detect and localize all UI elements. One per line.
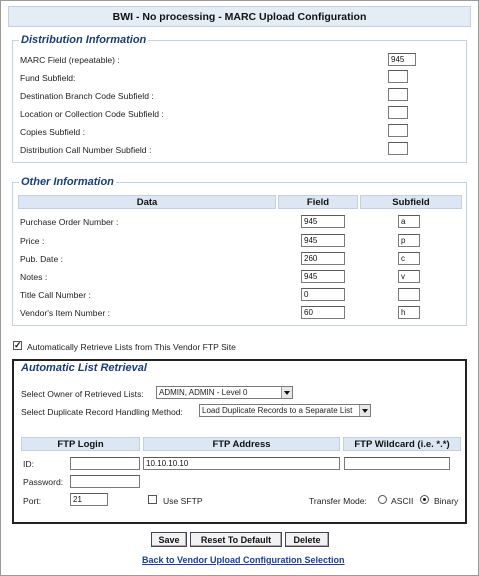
price-field-input[interactable]: 945 xyxy=(301,234,345,247)
transfer-mode-binary-label: Binary xyxy=(434,496,459,506)
owner-label: Select Owner of Retrieved Lists: xyxy=(21,389,144,399)
title-call-number-field-input[interactable]: 0 xyxy=(301,288,345,301)
ftp-login-header: FTP Login xyxy=(21,437,140,451)
back-to-vendor-link[interactable]: Back to Vendor Upload Configuration Selection xyxy=(142,555,345,565)
ftp-port-input[interactable]: 21 xyxy=(70,493,108,506)
pub-date-label: Pub. Date : xyxy=(20,254,63,264)
chevron-down-icon xyxy=(281,387,292,398)
location-code-input[interactable] xyxy=(388,106,408,119)
page-title: BWI - No processing - MARC Upload Configuration xyxy=(8,6,471,27)
ftp-password-input[interactable] xyxy=(70,475,140,488)
transfer-mode-label: Transfer Mode: xyxy=(309,496,367,506)
copies-subfield-input[interactable] xyxy=(388,124,408,137)
dist-call-number-input[interactable] xyxy=(388,142,408,155)
copies-subfield-label: Copies Subfield : xyxy=(20,127,85,137)
marc-field-input[interactable]: 945 xyxy=(388,53,416,66)
password-label: Password: xyxy=(23,477,64,487)
use-sftp-checkbox[interactable] xyxy=(148,495,157,504)
location-code-label: Location or Collection Code Subfield : xyxy=(20,109,164,119)
owner-select-value: ADMIN, ADMIN - Level 0 xyxy=(159,388,248,397)
pub-date-field-input[interactable]: 260 xyxy=(301,252,345,265)
title-call-number-label: Title Call Number : xyxy=(20,290,91,300)
purchase-order-field-input[interactable]: 945 xyxy=(301,215,345,228)
transfer-mode-ascii-radio[interactable] xyxy=(378,495,387,504)
title-call-number-subfield-input[interactable] xyxy=(398,288,420,301)
auto-retrieve-checkbox[interactable]: ✓ xyxy=(14,340,22,350)
ftp-id-input[interactable] xyxy=(70,457,140,470)
notes-label: Notes : xyxy=(20,272,48,282)
other-info-legend: Other Information xyxy=(21,176,114,188)
pub-date-subfield-input[interactable]: c xyxy=(398,252,420,265)
notes-subfield-input[interactable]: v xyxy=(398,270,420,283)
delete-button[interactable]: Delete xyxy=(285,532,329,547)
id-label: ID: xyxy=(23,459,34,469)
fund-subfield-input[interactable] xyxy=(388,70,408,83)
duplicate-handling-label: Select Duplicate Record Handling Method: xyxy=(21,407,183,417)
duplicate-handling-select[interactable] xyxy=(199,404,371,417)
destination-branch-input[interactable] xyxy=(388,88,408,101)
destination-branch-label: Destination Branch Code Subfield : xyxy=(20,91,154,101)
port-label: Port: xyxy=(23,496,42,506)
transfer-mode-binary-radio[interactable] xyxy=(420,495,429,504)
reset-to-default-button[interactable]: Reset To Default xyxy=(190,532,282,547)
price-subfield-input[interactable]: p xyxy=(398,234,420,247)
chevron-down-icon xyxy=(359,405,370,416)
dist-call-number-label: Distribution Call Number Subfield : xyxy=(20,145,152,155)
notes-field-input[interactable]: 945 xyxy=(301,270,345,283)
col-header-field: Field xyxy=(278,195,358,209)
vendor-item-number-subfield-input[interactable]: h xyxy=(398,306,420,319)
use-sftp-label: Use SFTP xyxy=(163,496,203,506)
duplicate-handling-value: Load Duplicate Records to a Separate List xyxy=(202,406,353,415)
fund-subfield-label: Fund Subfield: xyxy=(20,73,76,83)
purchase-order-subfield-input[interactable]: a xyxy=(398,215,420,228)
distribution-legend: Distribution Information xyxy=(21,34,147,46)
ftp-wildcard-input[interactable] xyxy=(344,457,450,470)
transfer-mode-ascii-label: ASCII xyxy=(391,496,414,506)
save-button[interactable]: Save xyxy=(151,532,187,547)
col-header-data: Data xyxy=(18,195,276,209)
ftp-address-input[interactable]: 10.10.10.10 xyxy=(143,457,340,470)
alr-legend: Automatic List Retrieval xyxy=(21,362,147,374)
marc-field-label: MARC Field (repeatable) : xyxy=(20,55,120,65)
vendor-item-number-field-input[interactable]: 60 xyxy=(301,306,345,319)
price-label: Price : xyxy=(20,236,45,246)
auto-retrieve-label: Automatically Retrieve Lists from This Vendor FTP Site xyxy=(27,342,236,352)
col-header-subfield: Subfield xyxy=(360,195,462,209)
purchase-order-label: Purchase Order Number : xyxy=(20,217,119,227)
vendor-item-number-label: Vendor's Item Number : xyxy=(20,308,111,318)
ftp-wildcard-header: FTP Wildcard (i.e. *.*) xyxy=(343,437,461,451)
ftp-address-header: FTP Address xyxy=(143,437,340,451)
owner-select[interactable] xyxy=(156,386,293,399)
